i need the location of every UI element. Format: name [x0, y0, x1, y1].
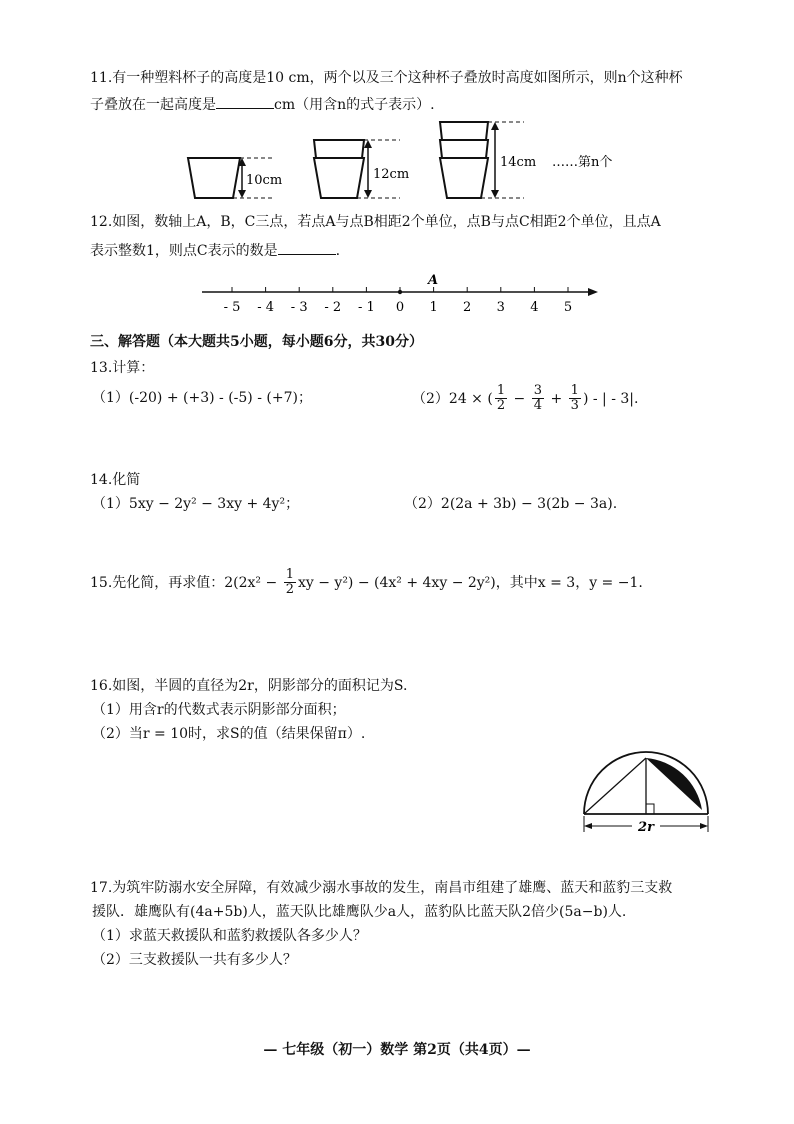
cup-height-3: 14cm [500, 155, 537, 170]
cup-nth-label: ……第n个 [552, 155, 613, 170]
q13-part2-suffix: ) - | - 3|. [582, 390, 639, 407]
q13-number: 13. [90, 360, 113, 376]
q12-answer-blank [278, 240, 336, 255]
q12-text-line1: 如图，数轴上A，B，C三点，若点A与点B相距2个单位，点B与点C相距2个单位，且点A [112, 214, 661, 230]
tick-label: - 3 [290, 300, 308, 315]
q17-part2: （2）三支救援队一共有多少人？ [92, 952, 297, 968]
cup-stack-1 [188, 158, 240, 198]
q15-prefix: 先化简，再求值：2(2x² − [112, 574, 282, 591]
tick-label: 5 [563, 300, 573, 315]
tick-label: 0 [395, 300, 405, 315]
q17-line2: 援队．雄鹰队有(4a+5b)人，蓝天队比雄鹰队少a人，蓝豹队比蓝天队2倍少(5a−b)人. [92, 904, 627, 920]
fraction-one-half-q15: $\frac{1}{2}$ [285, 567, 294, 597]
q13-part2 [412, 384, 638, 413]
cup-height-1: 10cm [246, 173, 283, 188]
q11-text-line2b: cm（用含n的式子表示）. [274, 97, 435, 113]
q11-line1 [90, 68, 683, 88]
q11-text-line2a: 子叠放在一起高度是 [90, 97, 216, 113]
cup-stack-3 [440, 122, 488, 198]
q15-line [90, 568, 643, 597]
tick-label: 3 [496, 300, 505, 315]
q16-number: 16. [90, 678, 113, 694]
q16-line1 [90, 676, 407, 696]
number-line-arrow-icon [588, 288, 598, 296]
point-a-label: A [427, 273, 439, 288]
q12-line2 [90, 240, 340, 261]
q14-title [90, 470, 140, 490]
q12-number: 12. [90, 214, 113, 230]
q11-text-line1: 有一种塑料杯子的高度是10 cm，两个以及三个这种杯子叠放时高度如图所示，则n个这种杯 [112, 70, 683, 86]
q15-number: 15. [90, 574, 113, 591]
fraction-three-quarters: $\frac{3}{4}$ [533, 383, 543, 413]
q17-text-line1: 为筑牢防溺水安全屏障，有效减少溺水事故的发生，南昌市组建了雄鹰、蓝天和蓝豹三支救 [112, 880, 673, 896]
cup-stack-2 [314, 140, 364, 198]
q14-part2: （2）2(2a + 3b) − 3(2b − 3a). [404, 496, 618, 512]
q14-part1: （1）5xy − 2y² − 3xy + 4y²； [92, 496, 300, 512]
q13-operator-minus: − [509, 390, 530, 407]
q12-line1 [90, 212, 661, 232]
fraction-one-third: $\frac{1}{3}$ [570, 383, 579, 413]
number-line-ticks [224, 287, 573, 315]
q13-title [90, 358, 154, 378]
q16-part1: （1）用含r的代数式表示阴影部分面积； [92, 702, 346, 718]
q16-part2: （2）当r = 10时，求S的值（结果保留π）. [92, 726, 366, 742]
q17-part1: （1）求蓝天救援队和蓝豹救援队各多少人？ [92, 928, 367, 944]
q16-text: 如图，半圆的直径为2r，阴影部分的面积记为S. [112, 678, 408, 694]
tick-label: - 2 [324, 300, 342, 315]
semicircle-figure [576, 748, 716, 840]
tick-label: 2 [463, 300, 472, 315]
tick-label: 1 [429, 300, 438, 315]
q17-number: 17. [90, 880, 113, 896]
cups-figure [180, 112, 640, 204]
tick-label: 4 [530, 300, 539, 315]
tick-label: - 5 [223, 300, 241, 315]
tick-label: - 4 [257, 300, 274, 315]
diameter-label: 2r [638, 820, 654, 835]
origin-dot [398, 290, 402, 294]
q14-number: 14. [90, 472, 113, 488]
tick-label: - 1 [358, 300, 375, 315]
q11-answer-blank [216, 94, 274, 109]
q12-text-line2: 表示整数1，则点C表示的数是 [90, 243, 278, 259]
q11-number: 11. [90, 70, 113, 86]
q15-suffix: xy − y²) − (4x² + 4xy − 2y²)，其中x = 3，y = −1. [297, 574, 643, 591]
q17-line1 [90, 878, 672, 898]
shaded-region [646, 758, 702, 810]
q13-part2-prefix: （2）24 × ( [412, 390, 493, 407]
cup-height-2: 12cm [373, 167, 410, 182]
section3-title: 三、解答题（本大题共5小题，每小题6分，共30分） [90, 334, 423, 350]
number-line [196, 268, 606, 318]
fraction-one-half: $\frac{1}{2}$ [496, 383, 506, 413]
page-footer: — 七年级（初一）数学 第2页（共4页）— [263, 1042, 531, 1058]
q14-label: 化简 [112, 472, 141, 488]
q12-text-end: . [335, 243, 341, 259]
q13-part1: （1）(-20) + (+3) - (-5) - (+7)； [92, 390, 312, 406]
q13-label: 计算： [112, 360, 155, 376]
q13-operator-plus: + [546, 390, 567, 407]
